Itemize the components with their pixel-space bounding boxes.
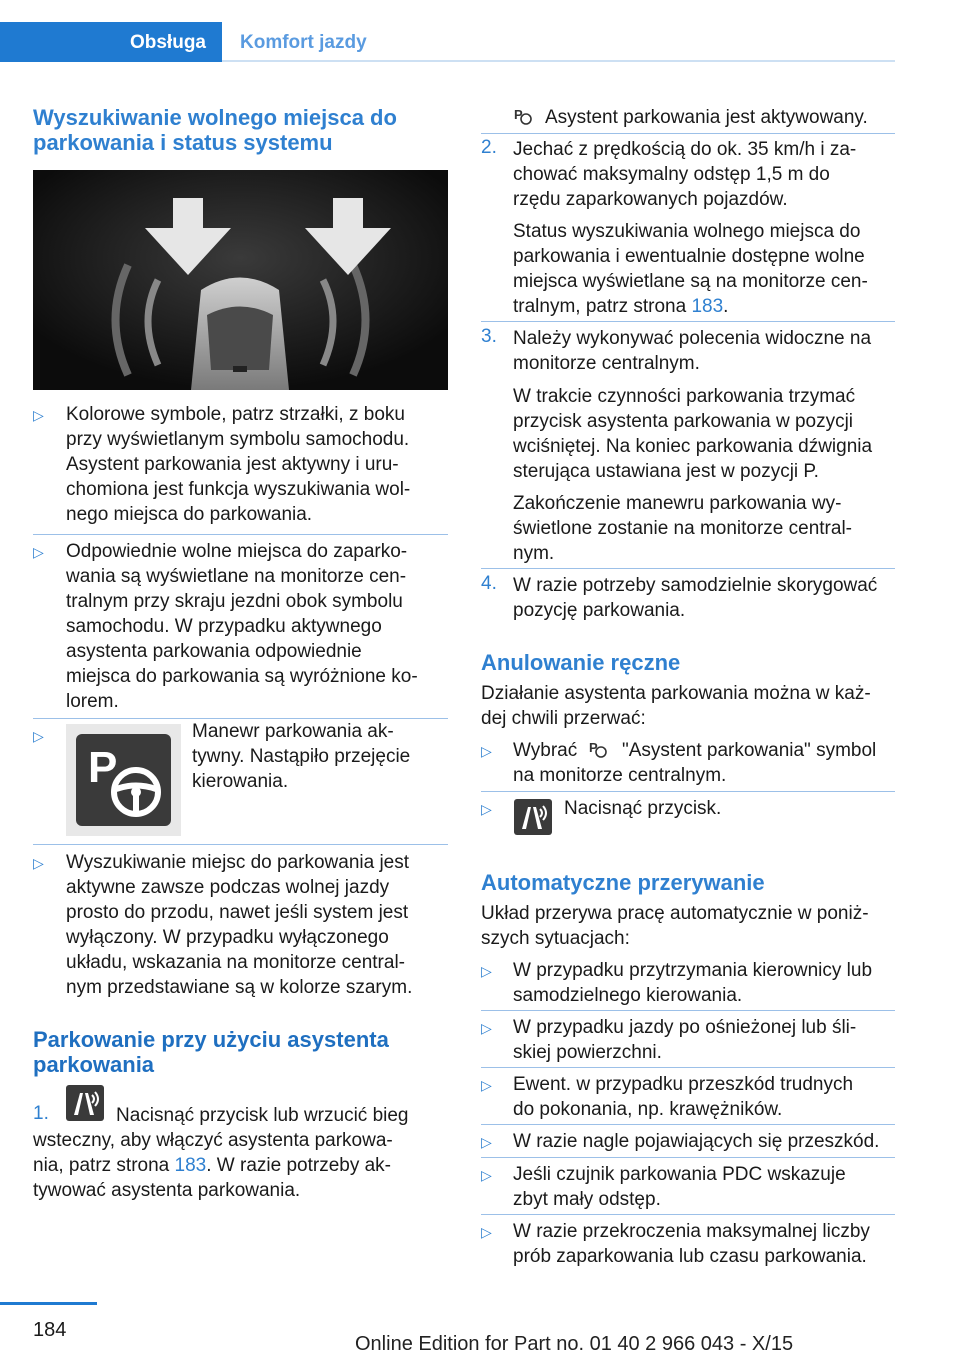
text-line: przycisk asystenta parkowania w pozycji	[513, 411, 854, 432]
step-number: 4.	[481, 573, 497, 594]
text-line: wsteczny, aby włączyć asystenta parkowa‐	[33, 1130, 393, 1151]
step-subtext	[513, 384, 898, 484]
text-line: Asystent parkowania jest aktywny i uru‐	[66, 454, 399, 475]
separator	[33, 844, 448, 845]
text-line: Jechać z prędkością do ok. 35 km/h i za‐	[513, 139, 857, 160]
step-number: 2.	[481, 137, 497, 158]
icon-letter: P	[88, 743, 118, 792]
park-assist-symbol-icon	[589, 740, 607, 758]
cancel-bullet-text: "Asystent parkowania" symbol	[622, 740, 877, 761]
text-line	[513, 294, 898, 319]
park-assist-button-icon	[66, 1085, 104, 1121]
tab-obsluga-label: Obsługa	[129, 32, 206, 53]
text-line: miejsca wyświetlane są na monitorze cen‐	[513, 271, 868, 292]
separator	[481, 321, 895, 322]
auto-bullet-item	[513, 1072, 898, 1122]
heading-line: parkowania i status systemu	[33, 130, 333, 155]
step-subtext	[513, 491, 898, 566]
cancel-bullet-text: Wybrać	[513, 740, 578, 761]
text-line: układu, wskazania na monitorze central‐	[66, 952, 406, 973]
text-line: wania są wyświetlane na monitorze cen‐	[66, 566, 407, 587]
svg-text:P: P	[514, 107, 523, 122]
text-line: nym.	[513, 543, 555, 564]
text-line: skiej powierzchni.	[513, 1042, 662, 1063]
auto-bullet-item	[513, 1219, 898, 1269]
text-line: lorem.	[66, 691, 119, 712]
text-line: sterująca ustawiana jest w pozycji P.	[513, 461, 819, 482]
section-intro	[481, 681, 901, 731]
section-heading-search	[33, 105, 397, 155]
text-line: parkowania i ewentualnie dostępne wolne	[513, 246, 865, 267]
text-line: W trakcie czynności parkowania trzymać	[513, 386, 856, 407]
bullet-marker: ▷	[33, 407, 44, 423]
page-link-183[interactable]: 183	[174, 1155, 207, 1176]
auto-bullet-item	[513, 958, 898, 1008]
park-assist-symbol-icon	[514, 107, 532, 125]
text-line: Manewr parkowania ak‐	[192, 721, 394, 742]
text-line: Działanie asystenta parkowania można w każ‐	[481, 683, 871, 704]
park-assist-glyph	[66, 1085, 104, 1121]
separator	[481, 568, 895, 569]
text-line: aktywne zawsze podczas wolnej jazdy	[66, 877, 390, 898]
heading-line: Wyszukiwanie wolnego miejsca do	[33, 105, 397, 130]
cancel-bullet-text: Nacisnąć przycisk.	[564, 798, 722, 819]
parking-steering-icon	[66, 724, 181, 836]
step-text: Nacisnąć przycisk lub wrzucić bieg	[116, 1105, 409, 1126]
section-intro	[481, 901, 901, 951]
step-text	[33, 1128, 453, 1203]
text-line: tywny. Nastąpiło przejęcie	[192, 746, 411, 767]
parking-display-illustration	[33, 170, 448, 390]
text-line: Należy wykonywać polecenia widoczne na	[513, 328, 872, 349]
separator	[481, 1010, 895, 1011]
section-heading-auto: Automatyczne przerywanie	[481, 870, 765, 895]
text-line: Układ przerywa pracę automatycznie w poniż‐	[481, 903, 869, 924]
text-line: samochodu. W przypadku aktywnego	[66, 616, 382, 637]
text-line: wyłączony. W przypadku wyłączonego	[66, 927, 389, 948]
text-line: chomiona jest funkcja wyszukiwania wol‐	[66, 479, 411, 500]
cancel-bullet-text: na monitorze centralnym.	[513, 765, 727, 786]
step-text	[513, 573, 898, 623]
bullet-marker: ▷	[481, 1167, 492, 1183]
tab-obsluga[interactable]	[0, 22, 222, 62]
text-line: asystenta parkowania odpowiednie	[66, 641, 362, 662]
text-line: dej chwili przerwać:	[481, 708, 646, 729]
text-line: Kolorowe symbole, patrz strzałki, z boku	[66, 404, 405, 425]
separator	[481, 1214, 895, 1215]
text-line: wciśniętej. Na koniec parkowania dźwignia	[513, 436, 873, 457]
park-assist-glyph	[514, 799, 552, 835]
footer-edition: Online Edition for Part no. 01 40 2 966 043 - X/15	[355, 1333, 794, 1355]
text-line: Odpowiednie wolne miejsca do zaparko‐	[66, 541, 408, 562]
footer-accent-line	[0, 1302, 97, 1305]
separator	[481, 1157, 895, 1158]
text-line: tywować asystenta parkowania.	[33, 1180, 301, 1201]
bullet-item	[66, 850, 456, 1000]
text-line: pozycję parkowania.	[513, 600, 686, 621]
separator	[481, 791, 895, 792]
bullet-marker: ▷	[481, 743, 492, 759]
text-line: W przypadku przytrzymania kierownicy lub	[513, 960, 873, 981]
section-heading-cancel: Anulowanie ręczne	[481, 650, 681, 675]
page-link-183[interactable]: 183	[691, 296, 724, 317]
text-line: tralnym przy skraju jezdni obok symbolu	[66, 591, 403, 612]
text-line: W razie nagle pojawiających się przeszkód.	[513, 1131, 880, 1152]
bullet-marker: ▷	[33, 728, 44, 744]
bullet-item	[192, 719, 452, 794]
text-line: zbyt mały odstęp.	[513, 1189, 661, 1210]
text-line: prób zaparkowania lub czasu parkowania.	[513, 1246, 867, 1267]
bullet-marker: ▷	[481, 801, 492, 817]
step-subtext	[513, 219, 898, 319]
text-line: Ewent. w przypadku przeszkód trudnych	[513, 1074, 854, 1095]
text-line: W razie przekroczenia maksymalnej liczby	[513, 1221, 870, 1242]
text-line: prosto do przodu, nawet jeśli system jest	[66, 902, 409, 923]
bullet-marker: ▷	[33, 544, 44, 560]
bullet-item	[66, 539, 456, 714]
bullet-marker: ▷	[481, 1020, 492, 1036]
parking-steering-glyph	[76, 734, 171, 826]
step-number: 3.	[481, 326, 497, 347]
auto-bullet-item	[513, 1129, 898, 1154]
bullet-marker: ▷	[481, 963, 492, 979]
auto-bullet-item	[513, 1162, 898, 1212]
text-line: rzędu zaparkowanych pojazdów.	[513, 189, 788, 210]
bullet-marker: ▷	[481, 1134, 492, 1150]
step-text	[513, 326, 898, 376]
bullet-item	[66, 402, 456, 527]
separator	[33, 534, 448, 535]
text-line: przy wyświetlanym symbolu samochodu.	[66, 429, 410, 450]
separator	[481, 133, 895, 134]
separator	[481, 1124, 895, 1125]
bullet-marker: ▷	[33, 855, 44, 871]
auto-bullet-item	[513, 1015, 898, 1065]
text-line: miejsca do parkowania są wyróżnione ko‐	[66, 666, 418, 687]
svg-text:P: P	[589, 740, 598, 755]
step-continuation: Asystent parkowania jest aktywowany.	[545, 107, 868, 128]
text-line: W razie potrzeby samodzielnie skorygować	[513, 575, 878, 596]
text-span: .	[723, 296, 729, 317]
text-line: Zakończenie manewru parkowania wy‐	[513, 493, 842, 514]
parking-display-photo	[33, 170, 448, 390]
heading-line: parkowania	[33, 1052, 155, 1077]
bullet-marker: ▷	[481, 1224, 492, 1240]
header-divider	[222, 60, 895, 62]
text-line: świetlone zostanie na monitorze central‐	[513, 518, 853, 539]
section-heading-parking	[33, 1027, 389, 1077]
text-line: Jeśli czujnik parkowania PDC wskazuje	[513, 1164, 846, 1185]
heading-line: Parkowanie przy użyciu asystenta	[33, 1027, 389, 1052]
step-text	[513, 137, 898, 212]
text-line: do pokonania, np. krawężników.	[513, 1099, 783, 1120]
page-number: 184	[33, 1319, 67, 1341]
text-line: nym przedstawiane są w kolorze szarym.	[66, 977, 413, 998]
tab-komfort-jazdy[interactable]: Komfort jazdy	[240, 32, 367, 53]
text-line: monitorze centralnym.	[513, 353, 700, 374]
text-line	[33, 1153, 453, 1178]
text-line: szych sytuacjach:	[481, 928, 630, 949]
text-line: chować maksymalny odstęp 1,5 m do	[513, 164, 830, 185]
bullet-marker: ▷	[481, 1077, 492, 1093]
text-line: Wyszukiwanie miejsc do parkowania jest	[66, 852, 410, 873]
park-assist-button-icon	[514, 799, 552, 835]
text-line: samodzielnego kierowania.	[513, 985, 743, 1006]
text-line: nego miejsca do parkowania.	[66, 504, 313, 525]
separator	[481, 1067, 895, 1068]
text-line: Status wyszukiwania wolnego miejsca do	[513, 221, 861, 242]
text-span: nia, patrz strona	[33, 1155, 175, 1176]
step-number: 1.	[33, 1103, 49, 1124]
text-span: . W razie potrzeby ak‐	[206, 1155, 392, 1176]
text-line: W przypadku jazdy po ośnieżonej lub śli‐	[513, 1017, 857, 1038]
text-span: tralnym, patrz strona	[513, 296, 692, 317]
text-line: kierowania.	[192, 771, 289, 792]
